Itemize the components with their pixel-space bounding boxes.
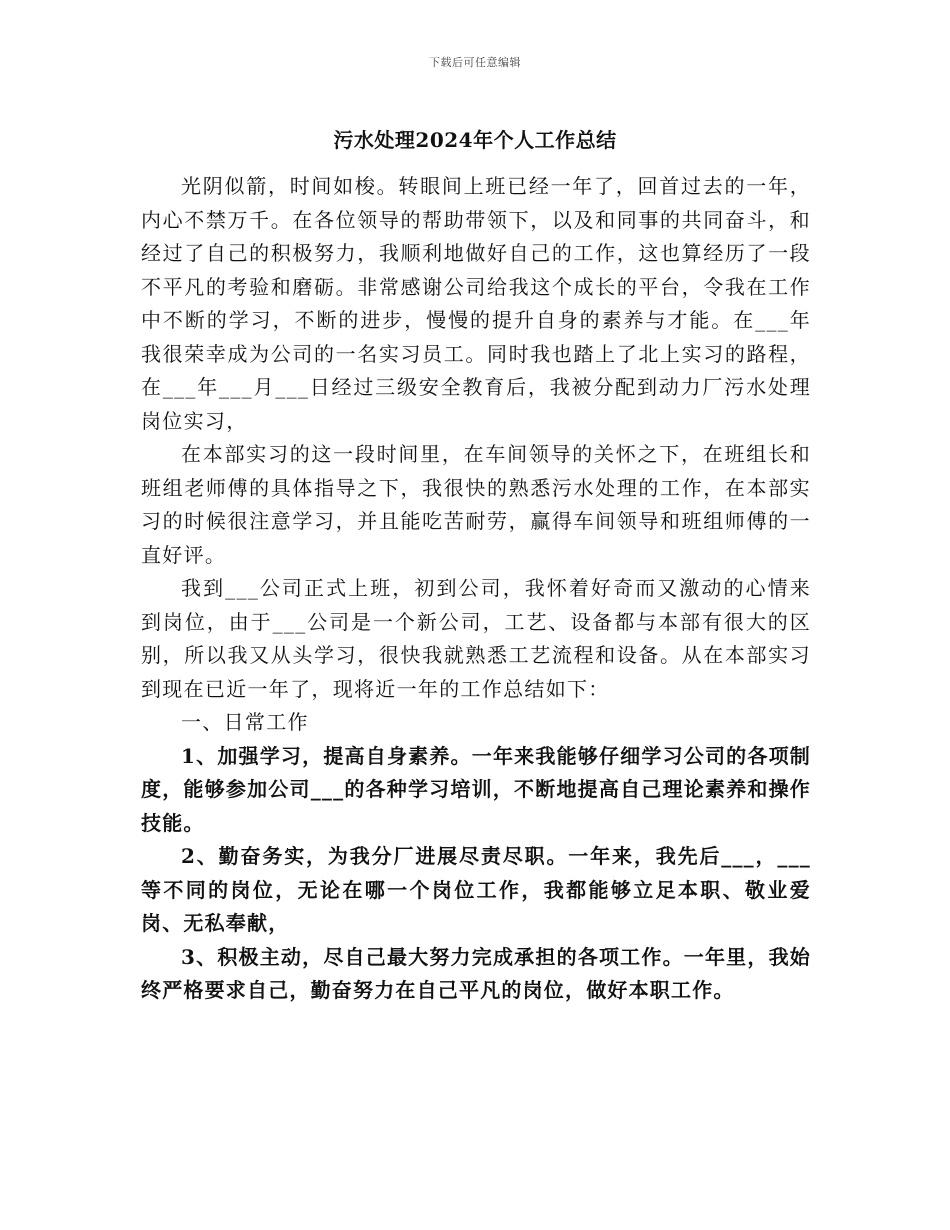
section-heading-daily-work: 一、日常工作 — [181, 710, 309, 734]
header-note: 下载后可任意编辑 — [429, 56, 521, 69]
document-title: 污水处理2024年个人工作总结 — [333, 128, 617, 152]
paragraph-intro: 光阴似箭，时间如梭。转眼间上班已经一年了，回首过去的一年，内心不禁万千。在各位领导的帮助带领下，以及和同事的共同奋斗，和经过了自己的积极努力，我顺利地做好自己的工作，这也算经历了一段不平凡的考验和磨砺。非常感谢公司给我这个成长的平台，令我在工作中不断的学习，不断的进步，慢慢的提升自身的素养与才能。在___年我很荣幸成为公司的一名实习员工。同时我也踏上了北上实习的路程，在___年___月___日经过三级安全教育后，我被分配到动力厂污水处理岗位实习， — [141, 174, 811, 433]
paragraph-internship: 在本部实习的这一段时间里，在车间领导的关怀之下，在班组长和班组老师傅的具体指导之下，我很快的熟悉污水处理的工作，在本部实习的时候很注意学习，并且能吃苦耐劳，赢得车间领导和班组师傅的一直好评。 — [141, 442, 811, 567]
paragraph-item-1: 1、加强学习，提高自身素养。一年来我能够仔细学习公司的各项制度，能够参加公司___的各种学习培训，不断地提高自己理论素养和操作技能。 — [141, 743, 811, 835]
paragraph-item-2: 2、勤奋务实，为我分厂进展尽责尽职。一年来，我先后___，___等不同的岗位，无论在哪一个岗位工作，我都能够立足本职、敬业爱岗、无私奉献， — [141, 844, 811, 935]
paragraph-item-3: 3、积极主动，尽自己最大努力完成承担的各项工作。一年里，我始终严格要求自己，勤奋努力在自己平凡的岗位，做好本职工作。 — [141, 944, 811, 1002]
paragraph-new-company: 我到___公司正式上班，初到公司，我怀着好奇而又激动的心情来到岗位，由于___公司是一个新公司，工艺、设备都与本部有很大的区别，所以我又从头学习，很快我就熟悉工艺流程和设备。从在本部实习到现在已近一年了，现将近一年的工作总结如下： — [141, 576, 811, 701]
document-body — [141, 170, 811, 1008]
